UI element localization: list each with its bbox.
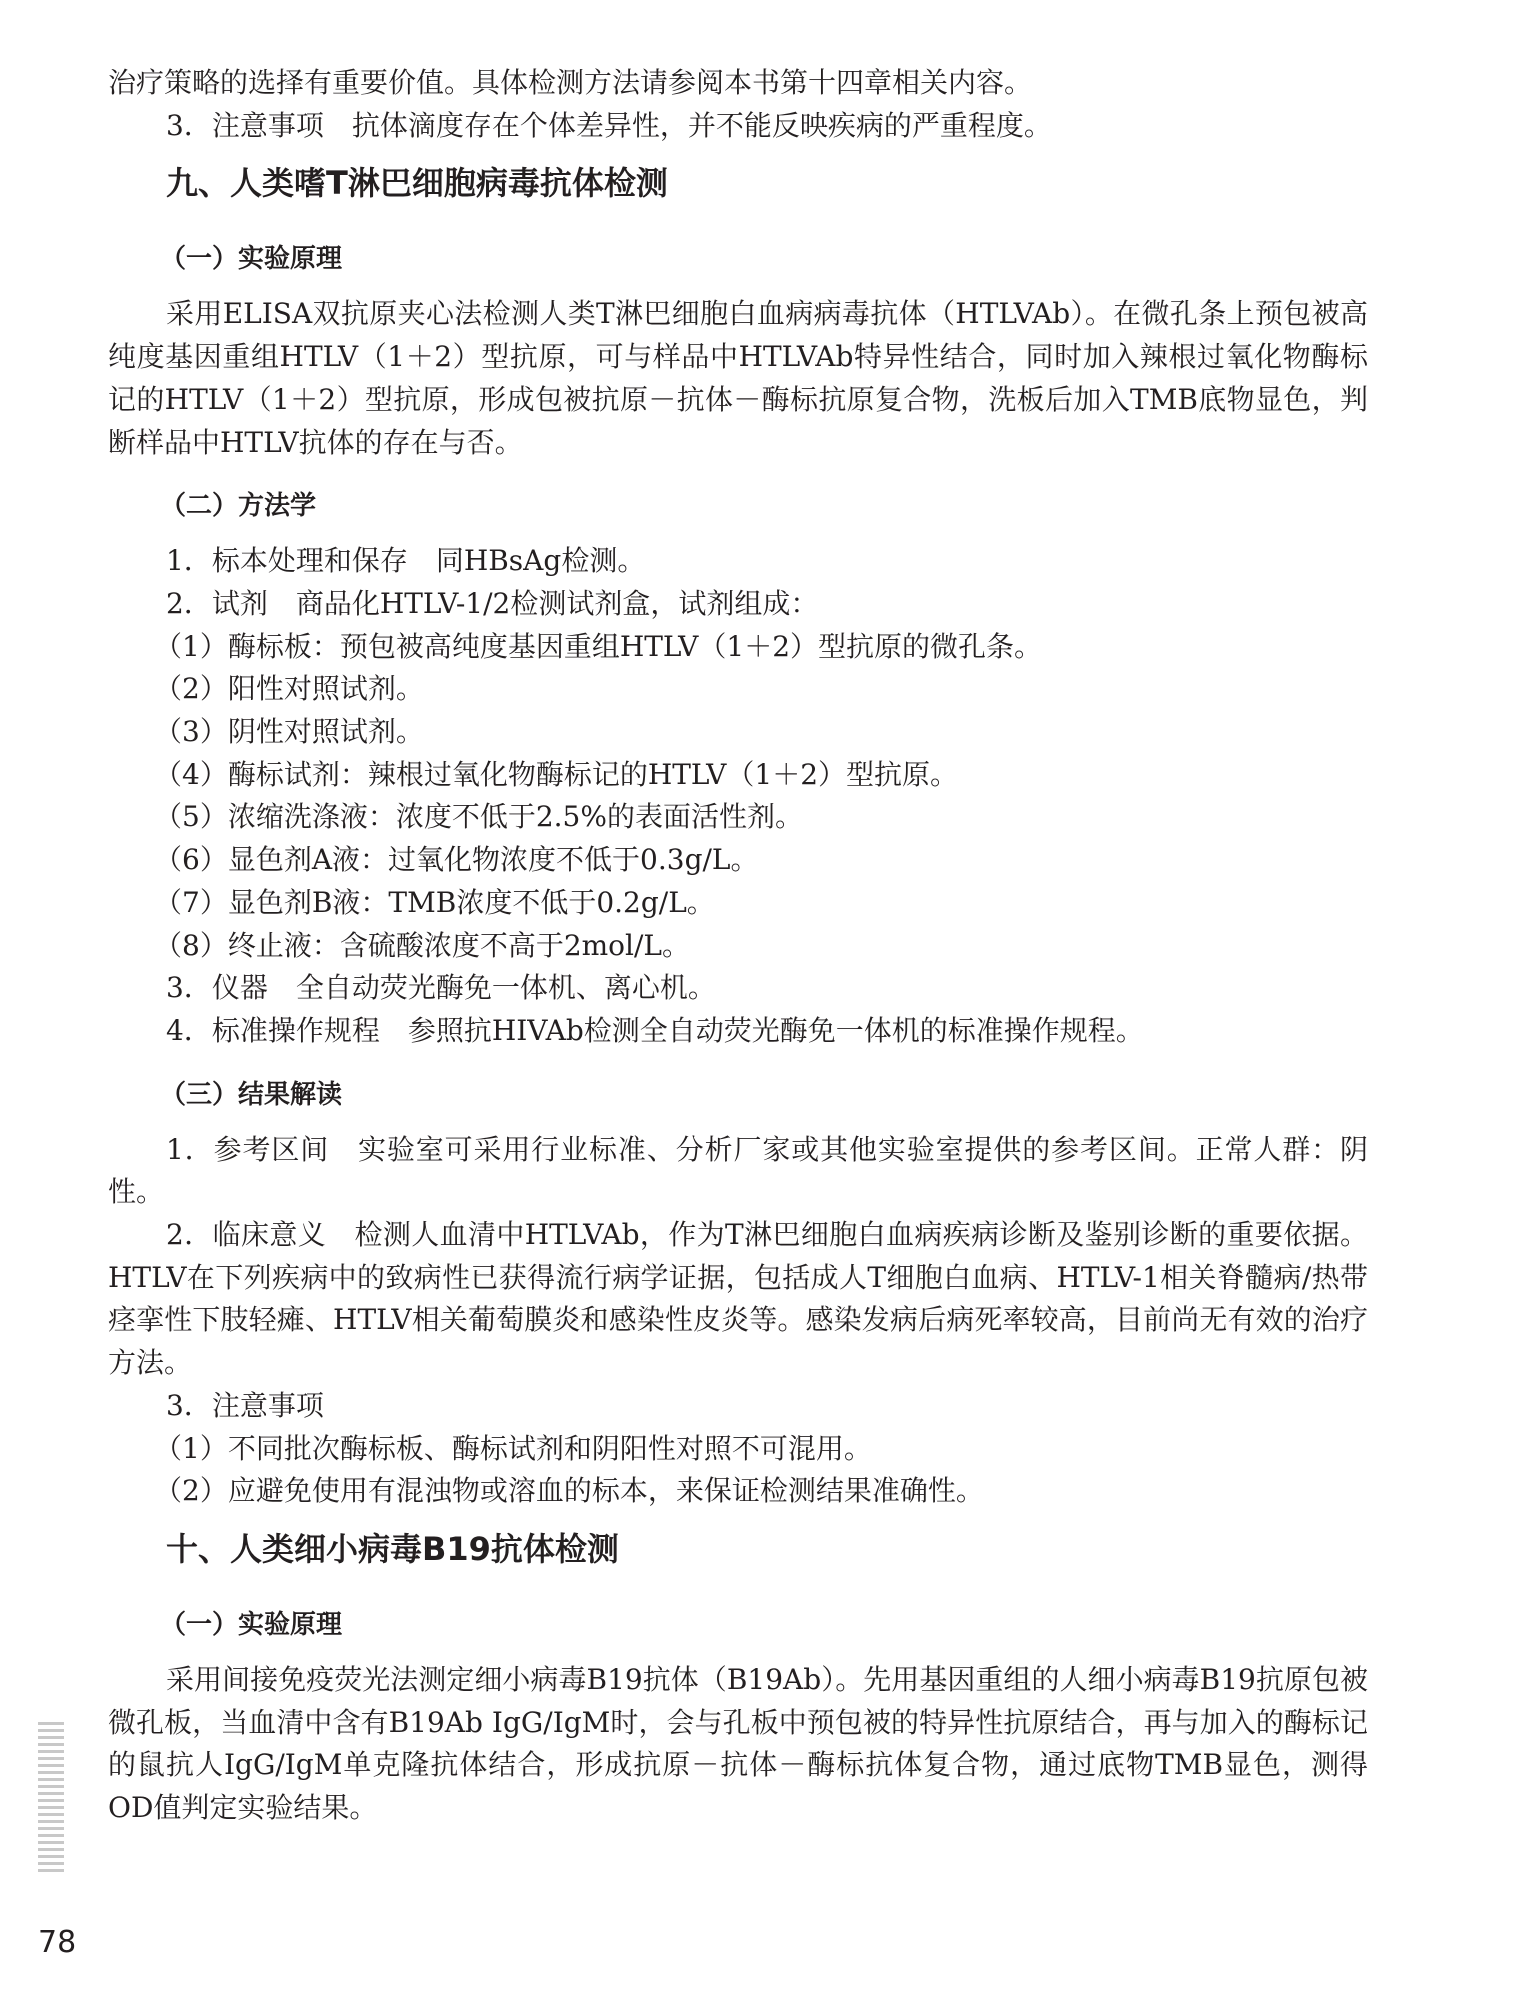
list-item: （7）显色剂B液：TMB浓度不低于0.2g/L。	[154, 885, 715, 919]
page-number: 78	[38, 1925, 77, 1960]
paragraph: 采用ELISA双抗原夹心法检测人类T淋巴细胞白血病病毒抗体（HTLVAb）。在微孔条上预包被高纯度基因重组HTLV（1＋2）型抗原，可与样品中HTLVAb特异性结合，同时加入辣根过氧化物酶标记的HTLV（1＋2）型抗原，形成包被抗原－抗体－酶标抗原复合物，洗板后加入TMB底物显色，判断样品中HTLV抗体的存在与否。	[108, 297, 1368, 459]
section-heading: 十、人类细小病毒B19抗体检测	[166, 1529, 619, 1568]
paragraph: 治疗策略的选择有重要价值。具体检测方法请参阅本书第十四章相关内容。	[108, 66, 1033, 99]
subsection-heading: （二）方法学	[160, 491, 317, 522]
list-item: （8）终止液：含硫酸浓度不高于2mol/L。	[154, 928, 691, 962]
list-item: （3）阴性对照试剂。	[154, 715, 424, 749]
list-item: 1．标本处理和保存 同HBsAg检测。	[166, 544, 646, 578]
page-content	[108, 62, 1368, 1830]
list-item: （1）不同批次酶标板、酶标试剂和阴阳性对照不可混用。	[154, 1431, 872, 1465]
list-item: 2．试剂 商品化HTLV-1/2检测试剂盒，试剂组成：	[166, 586, 819, 620]
list-item: （2）应避免使用有混浊物或溶血的标本，来保证检测结果准确性。	[154, 1474, 984, 1508]
list-item: 4．标准操作规程 参照抗HIVAb检测全自动荧光酶免一体机的标准操作规程。	[166, 1013, 1144, 1047]
subsection-heading: （三）结果解读	[160, 1079, 343, 1110]
list-item: （5）浓缩洗涤液：浓度不低于2.5%的表面活性剂。	[154, 800, 803, 834]
list-item: （1）酶标板：预包被高纯度基因重组HTLV（1＋2）型抗原的微孔条。	[154, 629, 1043, 663]
section-heading: 九、人类嗜T淋巴细胞病毒抗体检测	[166, 164, 668, 203]
subsection-heading: （一）实验原理	[160, 244, 343, 275]
list-item: （2）阳性对照试剂。	[154, 672, 424, 706]
paragraph: 3．注意事项 抗体滴度存在个体差异性，并不能反映疾病的严重程度。	[166, 108, 1052, 142]
list-item: 3．注意事项	[166, 1388, 324, 1422]
subsection-heading: （一）实验原理	[160, 1609, 343, 1640]
paragraph: 2．临床意义 检测人血清中HTLVAb，作为T淋巴细胞白血病疾病诊断及鉴别诊断的重要依据。HTLV在下列疾病中的致病性已获得流行病学证据，包括成人T细胞白血病、HTLV-1相关脊髓病/热带痉挛性下肢轻瘫、HTLV相关葡萄膜炎和感染性皮炎等。感染发病后病死率较高，目前尚无有效的治疗方法。	[108, 1218, 1368, 1380]
paragraph: 采用间接免疫荧光法测定细小病毒B19抗体（B19Ab）。先用基因重组的人细小病毒B19抗原包被微孔板，当血清中含有B19Ab IgG/IgM时，会与孔板中预包被的特异性抗原结合，再与加入的酶标记的鼠抗人IgG/IgM单克隆抗体结合，形成抗原－抗体－酶标抗体复合物，通过底物TMB显色，测得OD值判定实验结果。	[108, 1662, 1368, 1825]
list-item: （4）酶标试剂：辣根过氧化物酶标记的HTLV（1＋2）型抗原。	[154, 757, 959, 791]
list-item: 3．仪器 全自动荧光酶免一体机、离心机。	[166, 971, 716, 1005]
page-edge-marker	[38, 1722, 64, 1876]
list-item: （6）显色剂A液：过氧化物浓度不低于0.3g/L。	[154, 843, 759, 877]
paragraph: 1．参考区间 实验室可采用行业标准、分析厂家或其他实验室提供的参考区间。正常人群：阴性。	[108, 1132, 1368, 1209]
